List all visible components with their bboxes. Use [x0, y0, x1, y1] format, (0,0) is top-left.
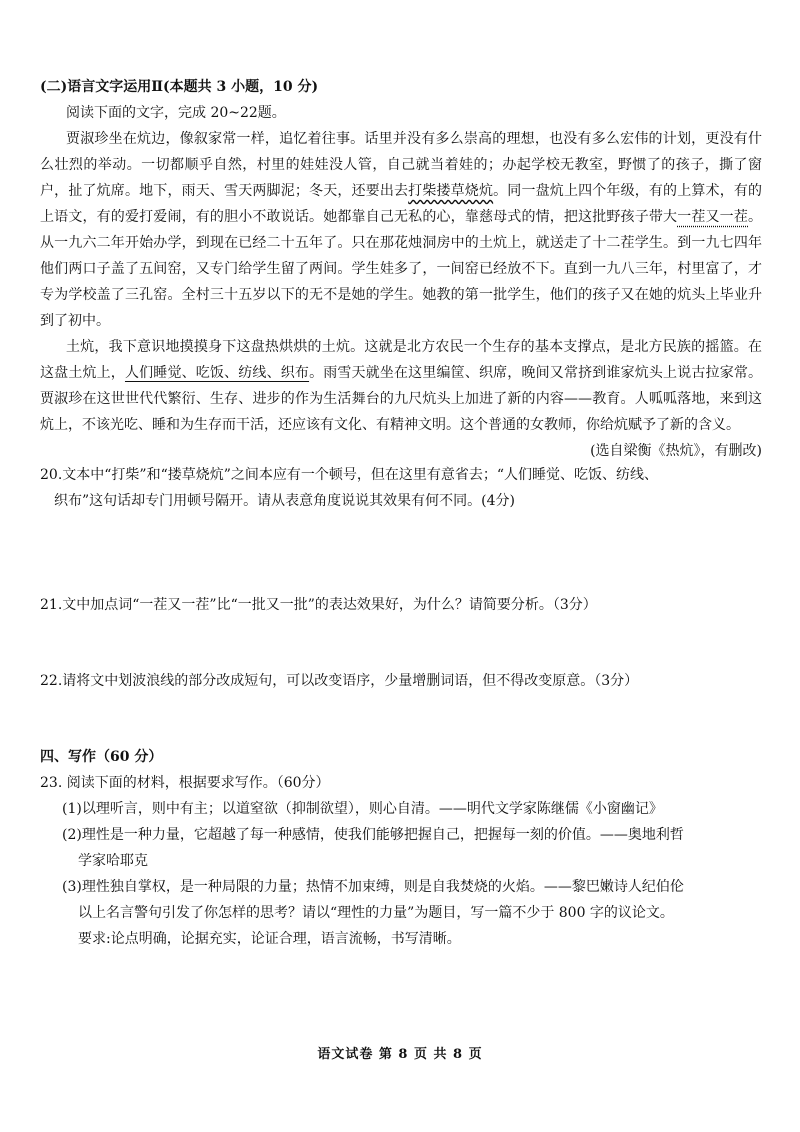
question-20: [40, 462, 762, 514]
writing-prompt: 以上名言警句引发了你怎样的思考？请以“理性的力量”为题目，写一篇不少于 800 字的议论文。: [78, 905, 674, 921]
section2-block: [40, 74, 762, 126]
question-20-line-2: 织布”这句话却专门用顿号隔开。请从表意角度说说其效果有何不同。(4分): [54, 493, 515, 509]
section2-instruction: 阅读下面的文字，完成 20~22题。: [66, 105, 286, 121]
writing-requirements: 要求:论点明确，论据充实，论证合理，语言流畅，书写清晰。: [78, 931, 461, 947]
material-2-line-2: 学家哈耶克: [78, 853, 148, 869]
passage-paragraph-1: 贾淑珍坐在炕边，像叙家常一样，追忆着往事。话里并没有多么崇高的理想，也没有多么宏伟的计划，更没有什么壮烈的举动。一切都顺乎自然，村里的娃娃没人管，自己就当着娃的；办起学校无教室，野惯了的孩子，撕了窗户，扯了炕席。地下，雨天、雪天两脚泥；冬天，还要出去打柴搂草烧炕。同一盘炕上四个年级，有的上算术，有的上语文，有的爱打爱闹，有的胆小不敢说话。她都靠自己无私的心，靠慈母式的情，把这批野孩子带大一茬又一茬。从一九六二年开始办学，到现在已经二十五年了。只在那花烛洞房中的土炕上，就送走了十二茬学生。到一九七四年他们两口子盖了五间窑，又专门给学生留了两间。学生娃多了，一间窑已经放不下。直到一九八三年，村里富了，才专为学校盖了三孔窑。全村三十五岁以下的无不是她的学生。她教的第一批学生，他们的孩子又在她的炕头上毕业升到了初中。: [40, 131, 763, 329]
section4-heading: 四、写作（60 分）: [40, 749, 163, 765]
material-3: (3)理性独自掌权，是一种局限的力量；热情不加束缚，则是自我焚烧的火焰。——黎巴嫩诗人纪伯伦: [62, 879, 684, 895]
material-2-line-1: (2)理性是一种力量，它超越了每一种感情，使我们能够把握自己，把握每一刻的价值。——奥地利哲: [62, 827, 684, 843]
question-21: 21.文中加点词“一茬又一茬”比“一批又一批”的表达效果好，为什么？请简要分析。（3分）: [40, 597, 597, 613]
reading-passage: [40, 126, 762, 464]
section4-block: [40, 744, 762, 952]
question-20-line-1: 20.文本中“打柴”和“搂草烧炕”之间本应有一个顿号，但在这里有意省去；“人们睡觉、吃饭、纺线、: [40, 467, 659, 483]
underlined-phrase: 人们睡觉、吃饭、纺线、织布: [124, 365, 310, 381]
material-1: (1)以理听言，则中有主；以道窒欲（抑制欲望），则心自清。——明代文学家陈继儒《小窗幽记》: [62, 801, 663, 817]
question-23: 23. 阅读下面的材料，根据要求写作。（60分）: [40, 775, 330, 791]
dotted-emphasis-phrase: 一茬又一茬: [677, 209, 749, 225]
question-22: 22.请将文中划波浪线的部分改成短句，可以改变语序，少量增删词语，但不得改变原意。（3分）: [40, 673, 639, 689]
passage-source: (选自梁衡《热炕》，有删改): [590, 443, 762, 459]
page-footer: 语文试卷 第 8 页 共 8 页: [317, 1047, 483, 1062]
section2-heading: (二)语言文字运用Ⅱ(本题共 3 小题，10 分): [40, 79, 319, 95]
passage-paragraph-2: 土炕，我下意识地摸摸身下这盘热烘烘的土炕。这就是北方农民一个生存的基本支撑点，是北方民族的摇篮。在这盘土炕上，人们睡觉、吃饭、纺线、织布。雨雪天就坐在这里编筐、织席，晚间又常挤到谁家炕头上说古拉家常。贾淑珍在这世世代代繁衍、生存、进步的作为生活舞台的九尺炕头上加进了新的内容——教育。人呱呱落地，来到这炕上，不该光吃、睡和为生存而干活，还应该有文化、有精神文明。这个普通的女教师，你给炕赋予了新的含义。 (选自梁衡《热炕》，有删改): [40, 334, 762, 438]
wavy-underlined-phrase: 打柴搂草烧炕: [408, 183, 494, 199]
